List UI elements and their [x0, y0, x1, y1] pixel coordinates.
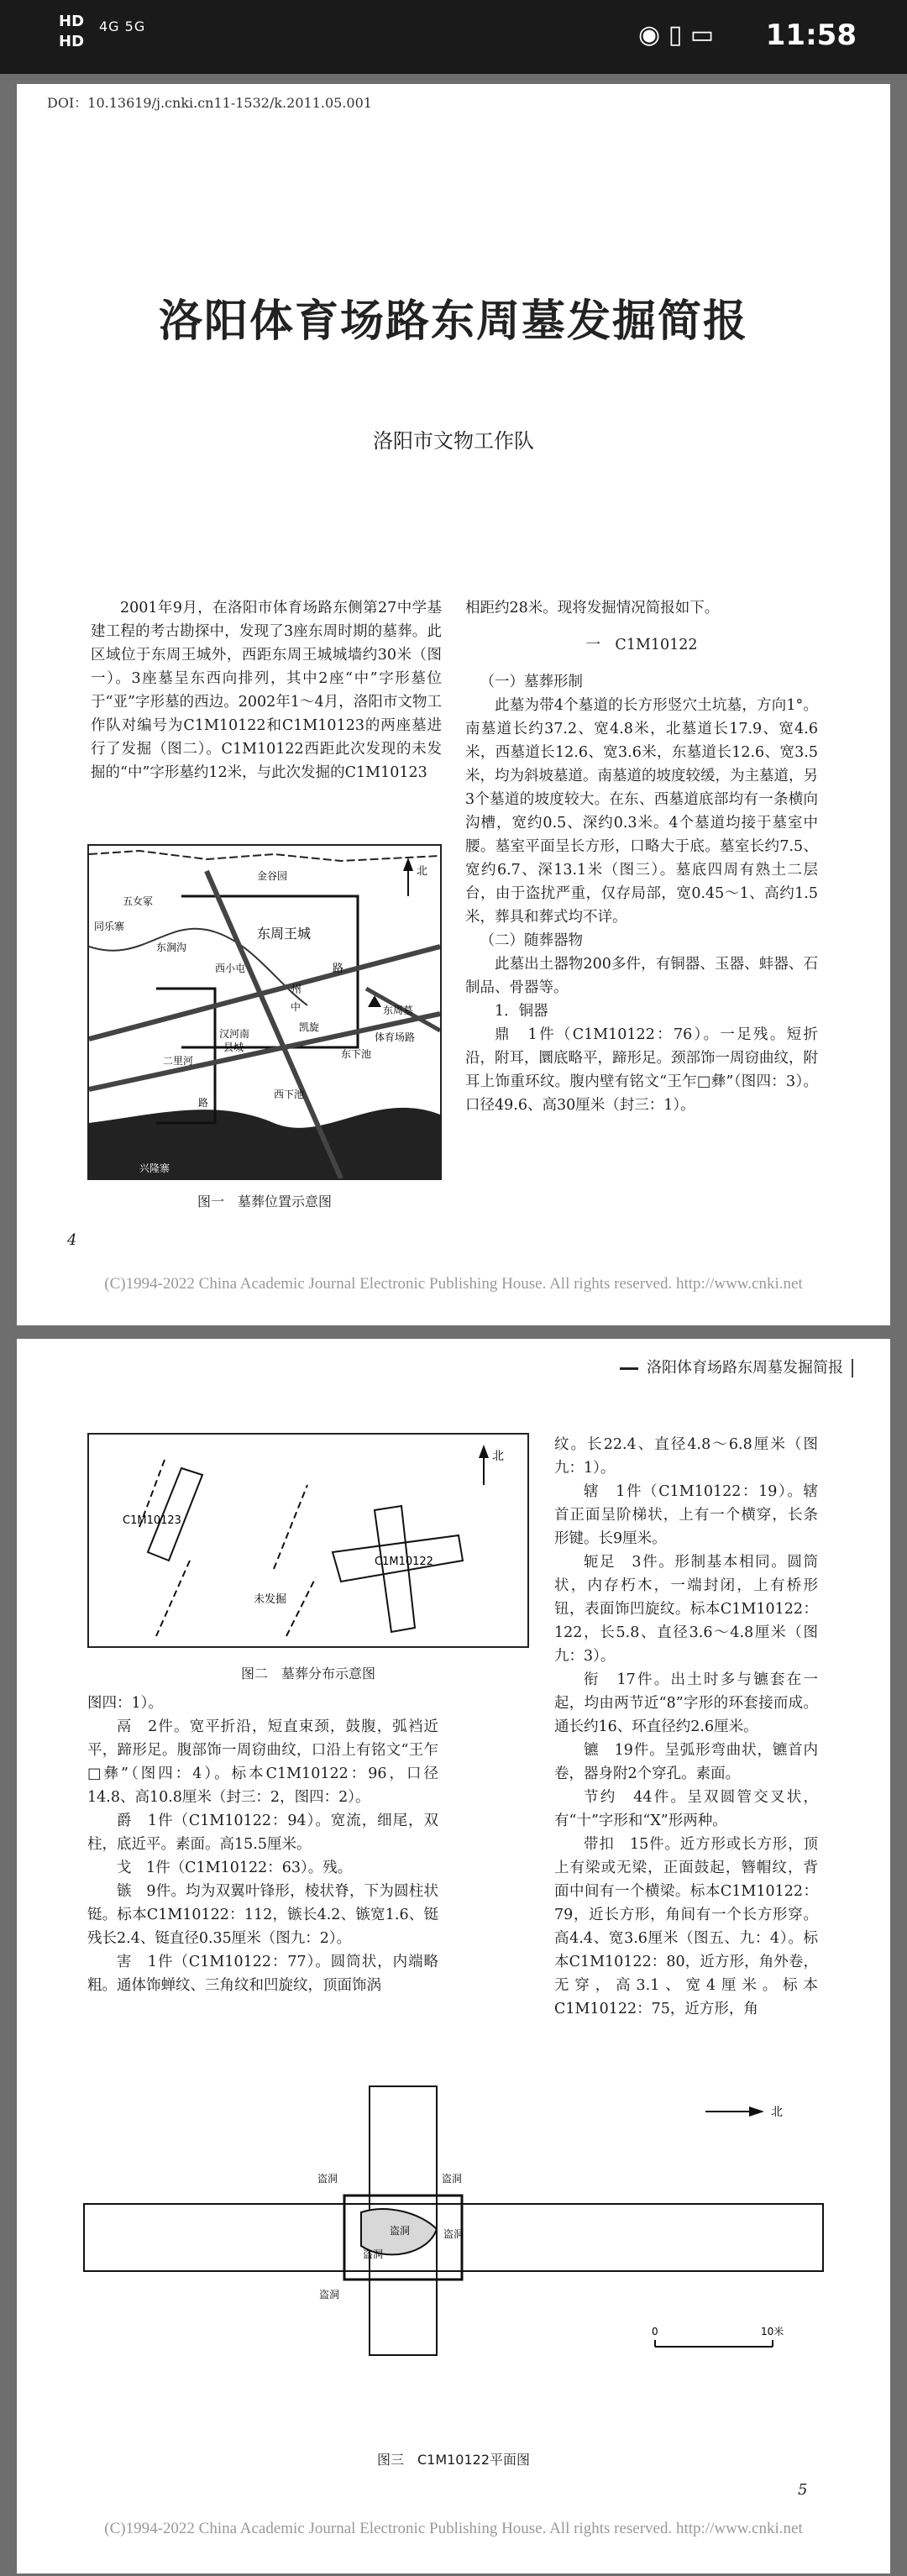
tomb-distribution-map	[89, 1435, 527, 1646]
copyright-footer: (C)1994-2022 China Academic Journal Electronic Publishing House. All rights reserved. http://www.cnki.net	[104, 2520, 803, 2537]
plan-label: 盗洞	[390, 2225, 411, 2237]
location-map	[89, 846, 440, 1178]
paragraph: 鼎 1件（C1M10122：76）。一足残。短折沿，附耳，圜底略平，蹄形足。颈部饰一周窃曲纹，附耳上饰重环纹。腹内壁有铭文“王乍□彝”（图四：3）。口径49.6、高30厘米（封三：1）。	[465, 1026, 818, 1114]
map-label: 西下池	[274, 1089, 305, 1100]
hd-icon: HD	[59, 13, 85, 30]
north-label: 北	[492, 1450, 504, 1463]
paragraph: 衔 17件。出土时多与镳套在一起，均由两节近“8”字形的环套接而成。通长约16、环直径约2.6厘米。	[554, 1671, 818, 1735]
paragraph: 爵 1件（C1M10122：94）。宽流，细尾，双柱，底近平。素面。高15.5厘米。	[87, 1813, 438, 1853]
header-rule	[620, 1367, 638, 1370]
tomb-distribution-figure	[87, 1433, 529, 1648]
tomb-label: C1M10122	[375, 1556, 433, 1568]
map-label: 东下池	[341, 1048, 372, 1060]
north-label: 北	[417, 865, 428, 878]
map-label: 路	[198, 1097, 209, 1109]
paragraph: 此墓出土器物200多件，有铜器、玉器、蚌器、石制品、骨器等。	[465, 956, 818, 996]
paragraph: 轭足 3件。形制基本相同。圆筒状，内存朽木，一端封闭，上有桥形钮，表面饰凹旋纹。标本C1M10122：122，长5.8、直径3.6～4.8厘米（图九：3）。	[554, 1554, 818, 1665]
article-title: 洛阳体育场路东周墓发掘简报	[158, 296, 748, 347]
figure-caption: 图三 C1M10122平面图	[376, 2452, 531, 2468]
map-label: 兴隆寨	[139, 1162, 170, 1174]
map-label: 中	[291, 1001, 301, 1013]
signal-text: 4G 5G	[99, 18, 146, 34]
section-heading: 一 C1M10122	[585, 637, 698, 653]
paragraph: 图四：1）。	[87, 1695, 163, 1712]
map-label: 县城	[223, 1041, 244, 1053]
header-divider	[852, 1359, 853, 1377]
copyright-footer: (C)1994-2022 China Academic Journal Electronic Publishing House. All rights reserved. http://www.cnki.net	[104, 1275, 803, 1293]
paragraph: 辖 1件（C1M10122：19）。辖首正面呈阶梯状，上有一个横穿，长条形键。长9厘米。	[554, 1483, 818, 1547]
figure-caption: 图二 墓葬分布示意图	[240, 1666, 375, 1681]
paragraph: 镞 9件。均为双翼叶锋形，棱状脊，下为圆柱状铤。标本C1M10122：112，镞长4.2、镞宽1.6、铤残长2.4、铤直径0.35厘米（图九：2）。	[87, 1883, 438, 1947]
tomb-plan-figure	[67, 2078, 840, 2364]
map-label: 东涧沟	[156, 942, 187, 953]
paragraph: 节约 44件。呈双圆管交叉状，有“十”字形和“X”形两种。	[554, 1789, 818, 1829]
map-label: 五女冢	[123, 895, 154, 907]
scale-label: 0	[652, 2326, 658, 2337]
left-column	[87, 1692, 438, 1997]
scale-label: 10米	[761, 2326, 784, 2337]
document-page-1	[17, 84, 890, 1325]
plan-label: 盗洞	[319, 2289, 340, 2301]
map-label: 金谷园	[257, 870, 288, 882]
running-header	[620, 1356, 853, 1377]
page-number: 4	[67, 1231, 77, 1249]
paragraph: 纹。长22.4、直径4.8～6.8厘米（图九：1）。	[554, 1436, 818, 1477]
paragraph: 鬲 2件。宽平折沿，短直束颈，鼓腹，弧裆近平，蹄形足。腹部饰一周窃曲纹，口沿上有铭文“王乍□彝”（图四：4）。标本C1M10122：96，口径14.8、高10.8厘米（封三：2，图四：2）。	[87, 1718, 438, 1806]
page-number: 5	[798, 2481, 808, 2499]
paragraph: 此墓为带4个墓道的长方形竖穴土坑墓，方向1°。南墓道长约37.2、宽4.8米，北墓道长17.9、宽4.6米，西墓道长12.6、宽3.6米，东墓道长12.6、宽3.5米，均为斜坡墓道。南墓道的坡度较缓，为主墓道，另3个墓道的坡度较大。在东、西墓道底部均有一条横向沟槽，宽约0.5、深约0.3米。4个墓道均接于墓室中腰。墓室平面呈长方形，口略大于底。墓室长约7.5、宽约6.7、深13.1米（图三）。墓底四周有熟土二层台，由于盗扰严重，仅存局部，宽0.45～1、高约1.5米，葬具和葬式均不详。	[465, 697, 818, 926]
header-title: 洛阳体育场路东周墓发掘简报	[647, 1359, 843, 1377]
map-label: 路	[333, 963, 344, 975]
north-arrow-icon	[749, 2106, 764, 2117]
map-label: 体育场路	[375, 1031, 416, 1043]
right-column	[554, 1433, 818, 2021]
plan-label: 盗洞	[443, 2228, 464, 2240]
tomb-label: 未发掘	[254, 1593, 287, 1606]
paragraph: 害 1件（C1M10122：77）。圆筒状，内端略粗。通体饰蝉纹、三角纹和凹旋纹，顶面饰涡	[87, 1954, 438, 1994]
subsection-heading: （一）墓葬形制	[480, 674, 583, 690]
paragraph: 镳 19件。呈弧形弯曲状，镳首内卷，器身附2个穿孔。素面。	[554, 1742, 818, 1782]
subsection-heading: 1．铜器	[495, 1003, 548, 1020]
paragraph: 戈 1件（C1M10122：63）。残。	[117, 1860, 353, 1876]
paragraph: 相距约28米。现将发掘情况简报如下。	[465, 600, 720, 616]
tomb-label: C1M10123	[123, 1514, 181, 1527]
map-label: 东周王城	[257, 926, 312, 942]
map-label: 同乐寨	[94, 921, 125, 932]
map-label: 二里河	[163, 1055, 194, 1067]
map-label: 汉河南	[219, 1028, 250, 1040]
map-label: 州	[291, 984, 302, 996]
clock: 11:58	[765, 18, 857, 52]
status-icons: ◉ ▯ ▭	[638, 20, 715, 50]
north-label: 北	[771, 2106, 783, 2119]
paragraph: 带扣 15件。近方形或长方形，顶上有梁或无梁，正面鼓起，簪帽纹，背面中间有一个横梁。标本C1M10122：79，近长方形，角间有一个长方形穿。高4.4、宽3.6厘米（图五、九：4）。标本C1M10122：80，近方形，角外卷，无穿，高3.1、宽4厘米。标本C1M10122：75，近方形，角	[554, 1836, 818, 2017]
paragraph: 2001年9月，在洛阳市体育场路东侧第27中学基建工程的考古勘探中，发现了3座东周时期的墓葬。此区域位于东周王城外，西距东周王城城墙约30米（图一）。3座墓呈东西向排列，其中2座“中”字形墓位于“亚”字形墓的西边。2002年1～4月，洛阳市文物工作队对编号为C1M10122和C1M10123的两座墓进行了发掘（图二）。C1M10122西距此次发现的未发掘的“中”字形墓约12米，与此次发掘的C1M10123	[91, 600, 442, 781]
network-type	[59, 12, 84, 52]
map-label: 东周墓	[383, 1005, 414, 1016]
status-bar	[0, 0, 907, 74]
hd-icon-2: HD	[59, 33, 85, 50]
doi: DOI：10.13619/j.cnki.cn11-1532/k.2011.05.001	[47, 95, 372, 111]
plan-label: 盗洞	[363, 2248, 384, 2260]
plan-label: 盗洞	[317, 2173, 338, 2185]
map-label: 西小屯	[215, 963, 246, 974]
document-page-2	[17, 1339, 890, 2573]
plan-label: 盗洞	[442, 2173, 463, 2185]
subsection-heading: （二）随葬器物	[480, 932, 583, 949]
figure-caption: 图一 墓葬位置示意图	[197, 1194, 332, 1209]
map-label: 凯旋	[299, 1021, 320, 1033]
left-column	[91, 596, 442, 784]
right-column	[465, 596, 818, 1117]
article-author: 洛阳市文物工作队	[373, 429, 534, 453]
location-map-figure	[87, 844, 442, 1180]
